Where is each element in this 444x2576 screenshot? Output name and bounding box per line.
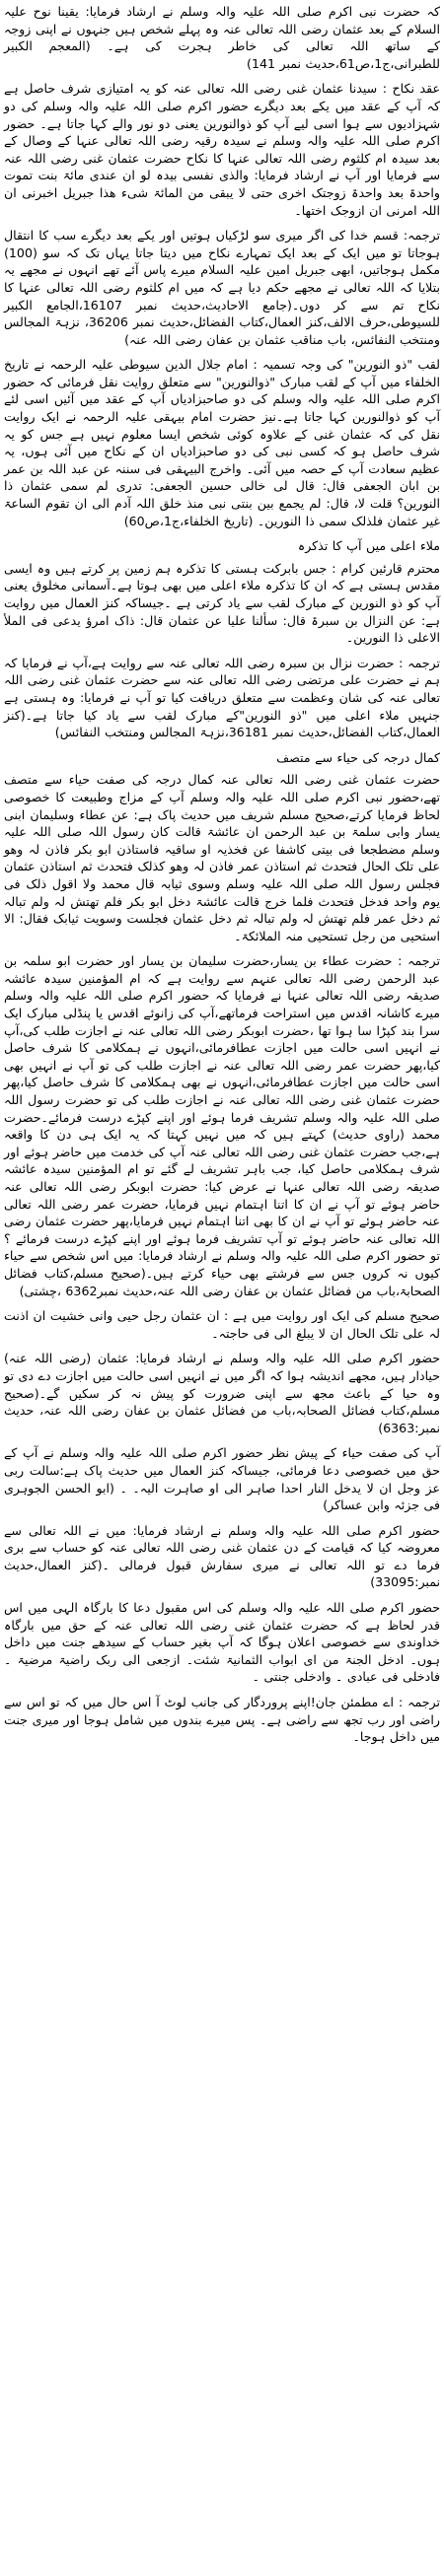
paragraph-hijrat-hadith: کہ حضرت نبی اکرم صلی اللہ علیہ والہ وسلم نے ارشاد فرمایا: یقینا نوح علیہ السلام کے بعد عثمان رضی اللہ تعالی عنہ وہ پہلے شخص ہیں جنہوں نے اپنی زوجہ کے ساتھ اللہ تعالی کی خاطر ہجرت کی ہے۔ (المعجم الکبیر للطبرانی،ج1،ص61،حدیث نمبر 141) [4, 4, 440, 71]
paragraph-mala-e-aala: محترم قارئین کرام : جس بابرکت ہستی کا تذکرہ ہم زمین پر کرتے ہیں وہ ایسی مقدس ہستی ہے کہ ان کا تذکرہ ملاء اعلی میں بھی ہوتا ہے۔آسمانی مخلوق یعنی آپ کو ذو النورین کے مبارک لقب سے یاد کرتی ہے ۔جیساکہ کنز العمال میں روایت ہے: عن النزال بن سبرۃ قال: سألنا علیا عن عثمان قال: ذاک امرؤ یدعی فی الملأ الاعلی ذا النورین۔ [4, 560, 440, 646]
paragraph-final-translation: ترجمہ : اے مطمئن جان!اپنے پروردگار کی جانب لوٹ آ اس حال میں کہ تو اس سے راضی اور رب تجھ سے راضی ہے۔ پس میرے بندوں میں شامل ہوجا اور میری جنت میں داخل ہوجا۔ [4, 1695, 440, 1745]
paragraph-mala-e-aala-translation: ترجمہ : حضرت نزال بن سبرہ رضی اللہ تعالی عنہ سے روایت ہے،آپ نے فرمایا کہ ہم نے حضرت علی مرتضی رضی اللہ تعالی عنہ سے حضرت عثمان غنی رضی اللہ تعالی عنہ کی شان وعظمت سے متعلق دریافت کیا تو آپ نے فرمایا: وہ ہستی ہے جنہیں ملاء اعلی میں "ذو النورین"کے مبارک لقب سے یاد کیا جاتا ہے۔(کنز العمال،کتاب الفضائل،حدیث نمبر 36181،نزہۃ المجالس ومنتخب النفائس) [4, 655, 440, 740]
paragraph-special-dua: آپ کی صفت حیاء کے پیش نظر حضور اکرم صلی اللہ علیہ والہ وسلم نے آپ کے حق میں خصوصی دعا فرمائی، جیساکہ کنز العمال میں حدیث پاک ہے:سالت ربی عز وجل ان لا یدخل النار احدا صاہر الی او صاہرت الیہ۔ ۔ (ابو الحسن الجوہری فی جزئہ وابن عساکر) [4, 1445, 440, 1513]
paragraph-muslim-second-translation: حضور اکرم صلی اللہ علیہ والہ وسلم نے ارشاد فرمایا: عثمان (رضی اللہ عنہ) حیادار ہیں، مجھے اندیشہ ہوا کہ اگر میں نے انہیں اسی حالت میں اجازت دے دی تو وہ حیا کے باعث مجھ سے اپنی ضرورت کو پیش نہ کر سکیں گے۔(صحیح مسلم،کتاب فضائل الصحابہ،باب من فضائل عثمان بن عفان رضی اللہ عنہ، حدیث نمبر:6363) [4, 1351, 440, 1435]
paragraph-aqd-e-nikah: عقد نکاح : سیدنا عثمان غنی رضی اللہ تعالی عنہ کو یہ امتیازی شرف حاصل ہے کہ آپ کے عقد میں یکے بعد دیگرے حضور اکرم صلی اللہ علیہ والہ وسلم کی دو شہزادیوں سے ہوا اسی لیے آپ کو ذوالنورین یعنی دو نور والے کہا جاتا ہے۔ حضور اکرم صلی اللہ علیہ والہ وسلم نے سیدہ رقیہ رضی اللہ تعالی عنہا کے وصال کے بعد سیدہ ام کلثوم رضی اللہ تعالی عنہا کا نکاح حضرت عثمان غنی رضی اللہ عنہ سے فرمایا اور آپ نے ارشاد فرمایا: والذی نفسی بیدہ لو ان عندی مائۃ بنت تموت واحدۃ بعد واحدۃ زوجتک اخری حتی لا یبقی من المائۃ شیء ھذا جبریل اخبرنی ان اللہ امرنی ان ازوجک اختھا۔ [4, 81, 440, 218]
paragraph-haya-translation: ترجمہ : حضرت عطاء بن یسار،حضرت سلیمان بن یسار اور حضرت ابو سلمہ بن عبد الرحمن رضی اللہ تعالی عنہم سے روایت ہے کہ ام المؤمنین سیدہ عائشہ صدیقہ رضی اللہ تعالی عنہا نے فرمایا کہ حضور اکرم صلی اللہ علیہ والہ وسلم میرے کاشانہ اقدس میں استراحت فرماتھے،آپ کی زانوئے اقدس یا پنڈلی مبارک ایک سرا بند کپڑا سا ہوا تھا ،حضرت ابوبکر رضی اللہ تعالی عنہ نے اجازت طلب کی،آپ نے انہیں اسی حالت میں اجازت عطافرمائی،انہوں نے ہمکلامی کا شرف حاصل کیا،پھر حضرت عمر رضی اللہ تعالی عنہ نے اجازت طلب کی تو آپ نے انہیں بھی اسی حالت میں اجازت عطافرمائی،انہوں نے بھی ہمکلامی کا شرف حاصل کیا،پھر حضرت عثمان غنی رضی اللہ تعالی عنہ نے اجازت طلب کی تو حضرت رسول اللہ صلی اللہ علیہ والہ وسلم تشریف فرما ہوئے اور اپنے کپڑے درست فرمائے۔حضرت محمد (راوی حدیث) کہتے ہیں کہ میں نہیں کہتا کہ یہ ایک ہی دن کا واقعہ ہے،جب حضرت عثمان غنی رضی اللہ تعالی عنہ آپ کی خدمت میں حاضر ہوئے اور شرف ہمکلامی حاصل کیا، جب باہر تشریف لے گئے تو ام المؤمنین سیدہ عائشہ صدیقہ رضی اللہ تعالی عنہا نے عرض کیا: حضرت ابوبکر رضی اللہ تعالی عنہ حاضر ہوئے تو آپ نے ان کا اتنا اہتمام نہیں فرمایا، حضرت عمر رضی اللہ تعالی عنہ حاضر ہوئے تو آپ نے ان کا بھی اتنا اہتمام نہیں فرمایا،پھر حضرت عثمان رضی اللہ تعالی عنہ حاضر ہوئے تو آپ تشریف فرما ہوئے اور اپنے کپڑے درست فرمائے ؟ تو حضور اکرم صلی اللہ علیہ والہ وسلم نے ارشاد فرمایا: میں اس شخص سے حیاء کیوں نہ کروں جس سے فرشتے بھی حیاء کرتے ہیں۔(صحیح مسلم،کتاب فضائل الصحابۃ،باب من فضائل عثمان بن عفان رضی اللہ عنہ،حدیث نمبر6362 ،چشتی) [4, 953, 440, 1298]
paragraph-jannah-entry: حضور اکرم صلی اللہ علیہ والہ وسلم کی اس مقبول دعا کا بارگاہ الہی میں اس قدر لحاظ ہے کہ حضرت عثمان غنی رضی اللہ تعالی عنہ کے حق میں بارگاہ خداوندی سے خصوصی اعلان ہوگا کہ آپ بغیر حساب کے سیدھے جنت میں داخل ہوں۔ ادخل الجنۃ من ای ابواب الثمانیۃ شئت۔ ازجعی الی ربک راضیۃ مرضیۃ ۔ فادخلی فی عبادی ۔ وادخلی جنتی ۔ [4, 1600, 440, 1685]
paragraph-nikah-translation: ترجمہ: قسم خدا کی اگر میری سو لڑکیاں ہوتیں اور یکے بعد دیگرے سب کا انتقال ہوجاتا تو میں ایک کے بعد ایک تمہارے نکاح میں دیتا جاتا یہاں تک کہ سو (100) مکمل ہوجاتیں، ابھی جبریل امین علیہ السلام میرے پاس آئے تھے انہوں نے مجھے یہ بتلایا کہ اللہ تعالی نے مجھے حکم دیا ہے کہ میں ام کلثوم رضی اللہ تعالی عنہا کا نکاح تم سے کر دوں۔(جامع الاحادیث،حدیث نمبر 16107،الجامع الکبیر للسیوطی،حرف الالف،کنز العمال،کتاب الفضائل،حدیث نمبر 36206، نزہۃ المجالس ومنتخب النفائس، باب مناقب عثمان بن عفان رضی اللہ عنہ) [4, 228, 440, 347]
paragraph-hisab-release: حضور اکرم صلی اللہ علیہ والہ وسلم نے ارشاد فرمایا: میں نے اللہ تعالی سے معروضہ کیا کہ قیامت کے دن عثمان غنی رضی اللہ تعالی عنہ کو حساب سے بری فرما دے تو اللہ تعالی نے میری سفارش قبول فرمالی ۔(کنز العمال،حدیث نمبر:33095) [4, 1522, 440, 1590]
paragraph-zun-noorain-title: لقب "ذو النورین" کی وجہ تسمیہ : امام جلال الدین سیوطی علیہ الرحمہ نے تاریخ الخلفاء میں آپ کے لقب مبارک "ذوالنورین" سے متعلق روایت نقل فرمائی کہ حضور اکرم صلی اللہ علیہ والہ وسلم کی دو صاحبزادیاں آپ کے عقد میں آئیں اسی لئے آپ کو ذوالنورین کہا جاتا ہے۔نیز حضرت امام بیہقی علیہ الرحمہ نے ایک روایت نقل کی کہ عثمان غنی کے علاوہ کوئی شخص ایسا معلوم نہیں ہے جس کو یہ شرف حاصل ہو کہ کسی نبی کی دو صاحبزادیاں ان کے نکاح میں آئی ہوں، یہ عظیم سعادت آپ کے حصہ میں آئی۔ واخرج البیہقی فی سننہ عن عبد اللہ بن عمر بن ابان الجعفی قال: قال لی خالی حسین الجعفی: تدری لم سمی عثمان ذا النورین؟ قلت لا، قال: لم یجمع بین بنتی نبی منذ خلق اللہ آدم الی ان تقوم الساعۃ غیر عثمان فلذلک سمی ذا النورین۔ (تاریخ الخلفاء،ج1،ص60) [4, 357, 440, 528]
section-heading-haya: کمال درجہ کی حیاء سے متصف [276, 749, 440, 765]
paragraph-haya-hadith: حضرت عثمان غنی رضی اللہ تعالی عنہ کمال درجہ کی صفت حیاء سے متصف تھے،حضور نبی اکرم صلی اللہ علیہ والہ وسلم آپ کے مزاج وطبیعت کا خصوصی لحاظ فرمایا کرتے،صحیح مسلم شریف میں حدیث پاک ہے: عن عطاء وسلیمان ابنی یسار وابی سلمۃ بن عبد الرحمن ان عائشۃ قالت کان رسول اللہ صلی اللہ علیہ وسلم مضطجعا فی بیتی کاشفا عن فخذیہ او ساقیہ فاستاذن ابو بکر فاذن لہ وھو علی تلک الحال فتحدث ثم استاذن عمر فاذن لہ وھو کذلک فتحدث ثم استاذن عثمان فجلس رسول اللہ صلی اللہ علیہ وسلم وسوی ثیابہ قال محمد ولا اقول ذلک فی یوم واحد فدخل فتحدث فلما خرج قالت عائشۃ دخل ابو بکر فلم تھتش لہ ولم تبالہ ثم دخل عمر فلم تھتش لہ ولم تبالہ ثم دخل عثمان فجلست وسویت ثیابک فقال: الا استحیی من رجل تستحیی منہ الملائکۃ۔ [4, 772, 440, 943]
section-heading-mala-e-aala: ملاء اعلی میں آپ کا تذکرہ [297, 538, 440, 554]
paragraph-muslim-second-narration: صحیح مسلم کی ایک اور روایت میں ہے : ان عثمان رجل حیی وانی خشیت ان اذنت لہ علی تلک الحال ان لا یبلغ الی فی حاجتہ۔ [4, 1308, 440, 1341]
